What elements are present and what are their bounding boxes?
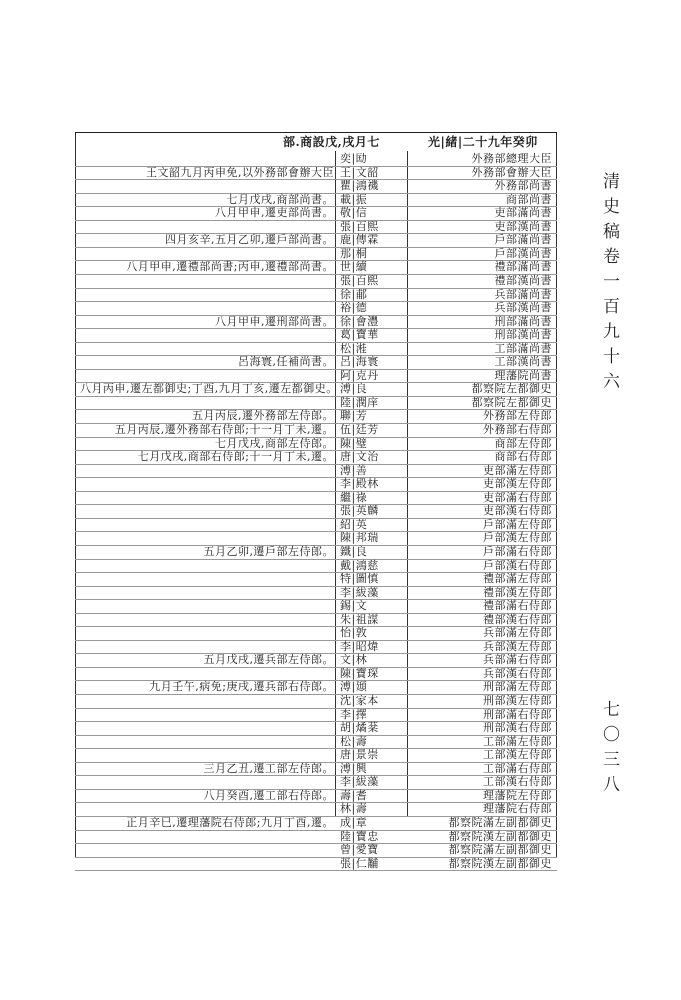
- officeholder-name: 胡|燏棻: [340, 721, 379, 735]
- office-title: 兵部漢尚書: [494, 301, 552, 315]
- running-head: 清史稿卷一百九十六: [599, 172, 619, 397]
- office-title: 刑部漢右侍郎: [483, 721, 552, 735]
- officeholder-name: 載|振: [340, 192, 368, 206]
- office-title: 禮部滿右侍郎: [483, 599, 552, 613]
- office-title: 吏部漢尚書: [494, 219, 552, 233]
- appointment-note: 五月乙卯,遷戶部左侍郎。: [203, 544, 334, 558]
- office-title: 禮部滿尚書: [494, 260, 552, 274]
- office-title: 禮部漢右侍郎: [483, 612, 552, 626]
- officeholder-name: 李|昭煒: [340, 639, 379, 653]
- officeholder-name: 張|百熙: [340, 273, 379, 287]
- row-rule: [75, 870, 557, 871]
- officeholder-name: 沈|家本: [340, 694, 379, 707]
- officeholder-name: 林|壽: [340, 802, 368, 816]
- office-title: 理藩院左侍郎: [483, 788, 552, 802]
- appointment-note: 八月癸酉,遷工部右侍郎。: [203, 788, 334, 802]
- office-title: 戶部漢尚書: [494, 246, 552, 260]
- officeholder-name: 怡|敦: [340, 626, 368, 640]
- appointment-note: 王文韶九月丙申免,以外務部會辦大臣: [146, 165, 334, 179]
- office-title: 工部滿左侍郎: [483, 734, 552, 748]
- officeholder-name: 王|文韶: [340, 165, 379, 179]
- office-title: 工部漢左侍郎: [483, 748, 552, 762]
- office-title: 吏部滿右侍郎: [483, 490, 552, 504]
- officeholder-name: 成|章: [340, 815, 368, 829]
- name-column-right-rule: [407, 151, 408, 816]
- officeholder-name: 李|殿林: [340, 477, 379, 491]
- office-title: 都察院左都御史: [471, 382, 552, 396]
- officeholder-name: 鐵|良: [340, 544, 368, 558]
- appointment-note: 七月戊戌,商部尚書。: [226, 192, 334, 206]
- officeholder-name: 溥|良: [340, 382, 368, 396]
- appointment-note: 九月壬午,病免;庚戌,遷兵部右侍郎。: [149, 680, 334, 694]
- office-title: 都察院左都御史: [471, 395, 552, 409]
- page-number: 七〇三八: [599, 700, 619, 800]
- header-title-right: 光|緒|二十九年癸卯: [428, 135, 538, 149]
- office-title: 都察院滿左副都御史: [448, 843, 552, 857]
- officeholder-name: 錫|文: [340, 599, 368, 613]
- officeholder-name: 溥|興: [340, 761, 368, 775]
- officeholder-name: 陸|潤庠: [340, 395, 379, 409]
- office-title: 外務部右侍郎: [483, 423, 552, 436]
- officeholder-name: 張|百熙: [340, 219, 379, 233]
- office-title: 禮部漢尚書: [494, 273, 552, 287]
- officeholder-name: 張|英麟: [340, 504, 379, 518]
- office-title: 兵部漢右侍郎: [483, 666, 552, 680]
- office-title: 都察院漢左副都御史: [448, 856, 552, 870]
- office-title: 吏部漢左侍郎: [483, 477, 552, 491]
- office-title: 刑部漢左侍郎: [483, 694, 552, 707]
- officeholder-name: 聯|芳: [340, 409, 368, 423]
- office-title: 兵部滿尚書: [494, 287, 552, 301]
- officeholder-name: 徐|郙: [340, 287, 368, 301]
- officeholder-name: 李|紱藻: [340, 585, 379, 599]
- office-title: 戶部漢右侍郎: [483, 558, 552, 572]
- appointment-note: 七月戊戌,商部左侍郎。: [215, 436, 334, 450]
- officeholder-name: 陳|邦瑞: [340, 531, 379, 545]
- officeholder-name: 張|仁黼: [340, 856, 379, 870]
- officeholder-name: 唐|文治: [340, 450, 379, 464]
- officeholder-name: 文|林: [340, 653, 368, 667]
- office-title: 商部左侍郎: [494, 436, 552, 450]
- office-title: 外務部會辦大臣: [471, 165, 552, 179]
- office-title: 戶部滿右侍郎: [483, 544, 552, 558]
- officeholder-name: 奕|劻: [340, 152, 368, 165]
- officeholder-name: 陳|寶琛: [340, 666, 379, 680]
- office-title: 戶部滿尚書: [494, 233, 552, 247]
- officeholder-name: 李|紱藻: [340, 775, 379, 789]
- officeholder-name: 溥|頲: [340, 680, 368, 694]
- office-title: 禮部滿左侍郎: [483, 572, 552, 586]
- officeholder-name: 松|溎: [340, 341, 368, 355]
- officeholder-name: 敬|信: [340, 206, 368, 220]
- officeholder-name: 伍|廷芳: [340, 423, 379, 436]
- office-title: 戶部滿左侍郎: [483, 517, 552, 531]
- office-title: 理藩院右侍郎: [483, 802, 552, 816]
- officeholder-name: 溥|善: [340, 463, 368, 477]
- officeholder-name: 特|圖慎: [340, 572, 379, 586]
- office-title: 刑部滿右侍郎: [483, 707, 552, 721]
- office-title: 禮部漢左侍郎: [483, 585, 552, 599]
- appointment-note: 八月甲申,遷禮部尚書;丙申,遷禮部尚書。: [126, 260, 334, 274]
- appointment-note: 五月丙辰,遷外務部左侍郎。: [192, 409, 334, 423]
- officeholder-name: 鹿|傳霖: [340, 233, 379, 247]
- appointment-note: 三月乙丑,遷工部左侍郎。: [203, 761, 334, 775]
- officeholder-name: 唐|景崇: [340, 748, 379, 762]
- appointment-note: 四月亥辛,五月乙卯,遷戶部尚書。: [165, 233, 334, 247]
- officeholder-name: 裕|德: [340, 301, 368, 315]
- office-title: 兵部滿左侍郎: [483, 626, 552, 640]
- officeholder-name: 曾|愛寶: [340, 843, 379, 857]
- office-title: 工部漢右侍郎: [483, 775, 552, 789]
- office-title: 外務部總理大臣: [471, 152, 552, 165]
- office-title: 吏部滿左侍郎: [483, 463, 552, 477]
- officeholder-name: 松|壽: [340, 734, 368, 748]
- office-title: 兵部漢左侍郎: [483, 639, 552, 653]
- officeholder-name: 戴|鴻慈: [340, 558, 379, 572]
- officeholder-name: 陸|寶忠: [340, 829, 379, 843]
- officeholder-name: 那|桐: [340, 246, 368, 260]
- office-title: 刑部漢尚書: [494, 328, 552, 342]
- office-title: 吏部漢右侍郎: [483, 504, 552, 518]
- appointment-note: 八月甲申,遷吏部尚書。: [215, 206, 334, 220]
- office-title: 工部滿右侍郎: [483, 761, 552, 775]
- officeholder-name: 呂|海寰: [340, 355, 379, 369]
- office-title: 理藩院尚書: [494, 368, 552, 382]
- office-title: 都察院漢左副都御史: [448, 829, 552, 843]
- officeholder-name: 壽|耆: [340, 788, 368, 802]
- office-title: 刑部滿左侍郎: [483, 680, 552, 694]
- office-title: 兵部滿右侍郎: [483, 653, 552, 667]
- office-title: 刑部滿尚書: [494, 314, 552, 328]
- office-title: 都察院滿左副都御史: [448, 815, 552, 829]
- office-title: 吏部滿尚書: [494, 206, 552, 220]
- appointment-note: 正月辛巳,遷理藩院右侍郎;九月丁酉,遷。: [126, 815, 334, 829]
- office-title: 外務部尚書: [494, 179, 552, 193]
- name-column-left-rule: [335, 151, 336, 816]
- office-title: 商部右侍郎: [494, 450, 552, 464]
- header-title-left: 部.商設戊,戌月七: [283, 135, 380, 149]
- officeholder-name: 朱|祖謀: [340, 612, 379, 626]
- appointment-note: 呂海寰,任補尚書。: [238, 355, 334, 369]
- officeholder-name: 世|續: [340, 260, 368, 274]
- office-title: 商部尚書: [506, 192, 552, 206]
- officeholder-name: 紹|英: [340, 517, 368, 531]
- officeholder-name: 瞿|鴻禨: [340, 179, 379, 193]
- appointment-note: 八月甲申,遷刑部尚書。: [215, 314, 334, 328]
- officeholder-name: 陳|璧: [340, 436, 368, 450]
- appointment-note: 五月丙辰,遷外務部右侍郎;十一月丁未,遷。: [114, 423, 334, 436]
- appointment-note: 八月丙申,遷左都御史;丁酉,九月丁亥,遷左都御史。: [80, 382, 338, 396]
- office-title: 外務部左侍郎: [483, 409, 552, 423]
- officeholder-name: 繼|祿: [340, 490, 368, 504]
- office-title: 工部滿尚書: [494, 341, 552, 355]
- officeholder-name: 阿|克丹: [340, 368, 379, 382]
- officeholder-name: 葛|寶華: [340, 328, 379, 342]
- officeholder-name: 李|擇: [340, 707, 368, 721]
- office-title: 戶部漢左侍郎: [483, 531, 552, 545]
- officeholder-name: 徐|會灃: [340, 314, 379, 328]
- table-right-border: [556, 133, 557, 858]
- office-title: 工部漢尚書: [494, 355, 552, 369]
- table-left-border: [75, 133, 76, 858]
- appointment-note: 五月戊戌,遷兵部左侍郎。: [203, 653, 334, 667]
- appointment-note: 七月戊戌,商部右侍郎;十一月丁未,遷。: [137, 450, 334, 464]
